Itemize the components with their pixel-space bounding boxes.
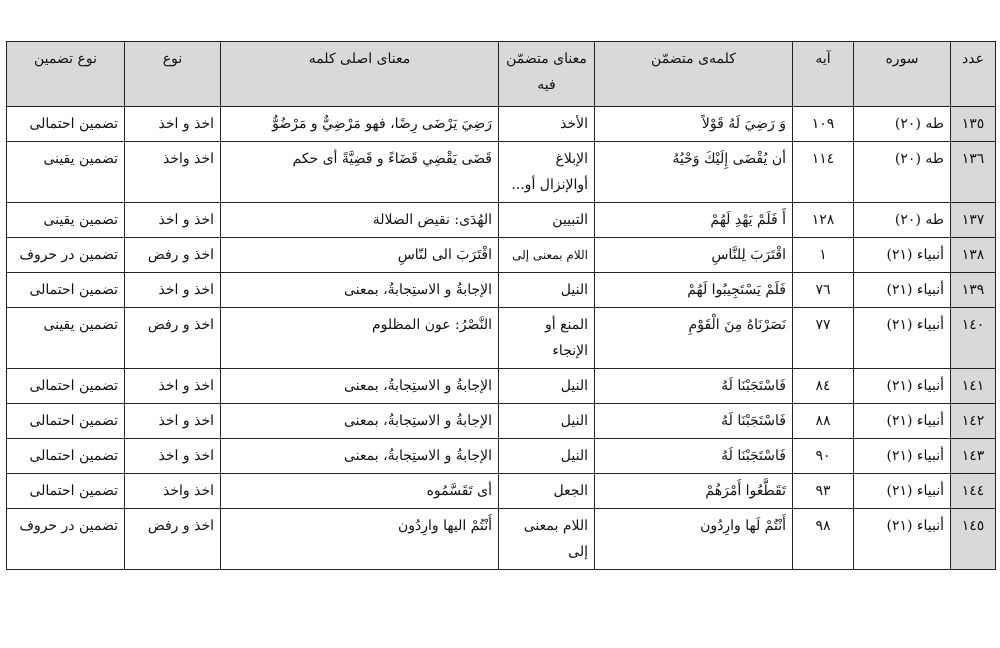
cell-original-meaning: الإجابةُ و الاستِجابةُ، بمعنی	[221, 404, 499, 439]
table-body	[7, 107, 996, 570]
cell-inclusion-type: تضمين احتمالی	[7, 107, 125, 142]
cell-original-meaning: قَضَى يَقْضِي قَضَاءً و قَضِيَّةً أی حکم	[221, 142, 499, 203]
cell-meaning-included: الإبلاغ أوالإنزال أو...	[499, 142, 595, 203]
cell-word: فَلَمْ يَسْتَجِيبُوا لَهُمْ	[595, 273, 793, 308]
cell-inclusion-type: تضمين در حروف	[7, 238, 125, 273]
table-row	[7, 273, 996, 308]
cell-index: ١٤٥	[951, 509, 996, 570]
cell-word: أَ فَلَمْ يَهْدِ لَهُمْ	[595, 203, 793, 238]
header-original-meaning: معنای اصلی کلمه	[221, 42, 499, 107]
cell-original-meaning: الإجابةُ و الاستِجابةُ، بمعنی	[221, 273, 499, 308]
header-surah: سوره	[854, 42, 951, 107]
cell-surah: طه (٢٠)	[854, 203, 951, 238]
cell-ayah: ١٠٩	[793, 107, 854, 142]
cell-type: اخذ و رفض	[125, 238, 221, 273]
cell-index: ١٤٠	[951, 308, 996, 369]
header-type: نوع	[125, 42, 221, 107]
cell-original-meaning: اقْتَرَبَ الی لنّاسِ	[221, 238, 499, 273]
cell-inclusion-type: تضمين احتمالی	[7, 369, 125, 404]
cell-ayah: ٧٧	[793, 308, 854, 369]
cell-surah: أنبياء (٢١)	[854, 308, 951, 369]
cell-ayah: ٩٨	[793, 509, 854, 570]
cell-meaning-included: النيل	[499, 273, 595, 308]
cell-meaning-included: اللام بمعنی إلی	[499, 238, 595, 273]
cell-type: اخذ و اخذ	[125, 107, 221, 142]
cell-meaning-included: النيل	[499, 439, 595, 474]
cell-word: نَصَرْنَاهُ مِنَ الْقَوْمِ	[595, 308, 793, 369]
table-row	[7, 439, 996, 474]
cell-word: أن يُقْضَى إِلَيْكَ وَحْيُهُ	[595, 142, 793, 203]
cell-type: اخذ واخذ	[125, 142, 221, 203]
cell-type: اخذ و اخذ	[125, 203, 221, 238]
cell-word: فَاسْتَجَبْنَا لَهُ	[595, 369, 793, 404]
cell-type: اخذ و اخذ	[125, 439, 221, 474]
header-index: عدد	[951, 42, 996, 107]
cell-inclusion-type: تضمين يقينی	[7, 142, 125, 203]
cell-word: تَقَطَّعُوا أَمْرَهُمْ	[595, 474, 793, 509]
cell-index: ١٣٩	[951, 273, 996, 308]
cell-index: ١٣٥	[951, 107, 996, 142]
cell-type: اخذ و اخذ	[125, 369, 221, 404]
cell-type: اخذ واخذ	[125, 474, 221, 509]
cell-inclusion-type: تضمين احتمالی	[7, 439, 125, 474]
cell-index: ١٤٤	[951, 474, 996, 509]
cell-inclusion-type: تضمين احتمالی	[7, 273, 125, 308]
cell-type: اخذ و رفض	[125, 509, 221, 570]
cell-original-meaning: أی تَقَسَّمُوه	[221, 474, 499, 509]
cell-index: ١٤٢	[951, 404, 996, 439]
cell-index: ١٤٣	[951, 439, 996, 474]
header-inclusion-type: نوع تضمين	[7, 42, 125, 107]
cell-surah: أنبياء (٢١)	[854, 273, 951, 308]
cell-original-meaning: أَنْتُمْ اليها وارِدُون	[221, 509, 499, 570]
cell-ayah: ١٢٨	[793, 203, 854, 238]
cell-surah: أنبياء (٢١)	[854, 369, 951, 404]
cell-inclusion-type: تضمين احتمالی	[7, 404, 125, 439]
table-row	[7, 509, 996, 570]
cell-original-meaning: رَضِيَ يَرْضَى رِضًا، فهو مَرْضِيٌّ و مَرْضُوٌّ	[221, 107, 499, 142]
cell-meaning-included: الجعل	[499, 474, 595, 509]
header-word: کلمه‌ی متضمّن	[595, 42, 793, 107]
cell-inclusion-type: تضمين احتمالی	[7, 474, 125, 509]
header-row	[7, 42, 996, 107]
cell-word: فَاسْتَجَبْنَا لَهُ	[595, 439, 793, 474]
cell-word: فَاسْتَجَبْنَا لَهُ	[595, 404, 793, 439]
header-meaning-included: معنای متضمّن فيه	[499, 42, 595, 107]
cell-inclusion-type: تضمين يقينی	[7, 203, 125, 238]
table-row	[7, 404, 996, 439]
cell-index: ١٣٧	[951, 203, 996, 238]
cell-surah: أنبياء (٢١)	[854, 404, 951, 439]
cell-ayah: ٩٠	[793, 439, 854, 474]
table-row	[7, 369, 996, 404]
cell-index: ١٤١	[951, 369, 996, 404]
cell-type: اخذ و اخذ	[125, 404, 221, 439]
cell-type: اخذ و رفض	[125, 308, 221, 369]
cell-meaning-included: النيل	[499, 369, 595, 404]
cell-surah: أنبياء (٢١)	[854, 238, 951, 273]
cell-inclusion-type: تضمين در حروف	[7, 509, 125, 570]
table-row	[7, 142, 996, 203]
table-row	[7, 474, 996, 509]
cell-ayah: ١١٤	[793, 142, 854, 203]
cell-index: ١٣٨	[951, 238, 996, 273]
cell-word: اقْتَرَبَ لِلنَّاسِ	[595, 238, 793, 273]
table-row	[7, 308, 996, 369]
cell-surah: أنبياء (٢١)	[854, 439, 951, 474]
cell-surah: طه (٢٠)	[854, 142, 951, 203]
cell-original-meaning: الإجابةُ و الاستِجابةُ، بمعنی	[221, 439, 499, 474]
cell-ayah: ٩٣	[793, 474, 854, 509]
table-row	[7, 238, 996, 273]
header-ayah: آيه	[793, 42, 854, 107]
cell-type: اخذ و اخذ	[125, 273, 221, 308]
cell-original-meaning: النَّصْرُ: عون المظلوم	[221, 308, 499, 369]
cell-meaning-included: التبيين	[499, 203, 595, 238]
cell-surah: أنبياء (٢١)	[854, 474, 951, 509]
cell-ayah: ١	[793, 238, 854, 273]
cell-word: أَنْتُمْ لَها وارِدُون	[595, 509, 793, 570]
table-row	[7, 107, 996, 142]
table-row	[7, 203, 996, 238]
cell-ayah: ٨٨	[793, 404, 854, 439]
cell-ayah: ٨٤	[793, 369, 854, 404]
cell-meaning-included: المنع أو الإنجاء	[499, 308, 595, 369]
cell-word: وَ رَضِيَ لَهُ قَوْلاً	[595, 107, 793, 142]
cell-meaning-included: اللام بمعنی إلی	[499, 509, 595, 570]
cell-meaning-included: النيل	[499, 404, 595, 439]
cell-inclusion-type: تضمين يقينی	[7, 308, 125, 369]
inclusion-table	[6, 41, 996, 570]
cell-index: ١٣٦	[951, 142, 996, 203]
cell-original-meaning: الهُدَى: نقيض الضلالة	[221, 203, 499, 238]
cell-ayah: ٧٦	[793, 273, 854, 308]
cell-surah: طه (٢٠)	[854, 107, 951, 142]
cell-surah: أنبياء (٢١)	[854, 509, 951, 570]
cell-meaning-included: الأخذ	[499, 107, 595, 142]
cell-original-meaning: الإجابةُ و الاستِجابةُ، بمعنی	[221, 369, 499, 404]
